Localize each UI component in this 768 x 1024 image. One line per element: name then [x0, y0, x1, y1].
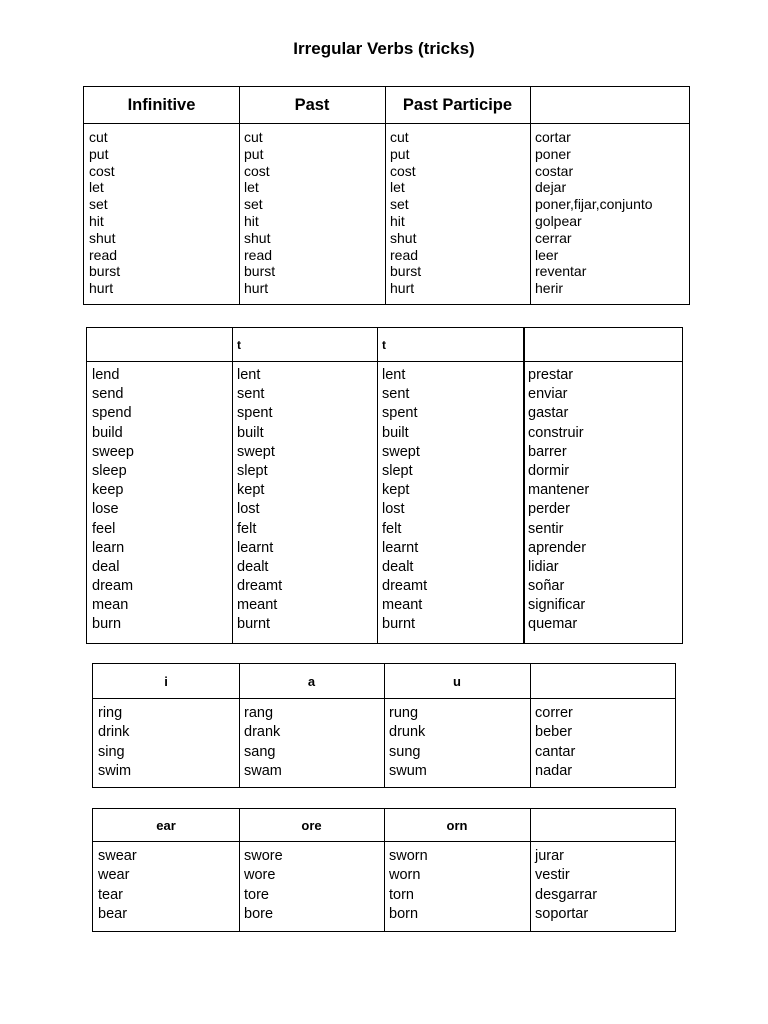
verb-form: set: [89, 196, 108, 213]
verb-form: burst: [89, 263, 121, 280]
verb-form: wore: [244, 867, 276, 884]
verb-form: felt: [237, 520, 257, 537]
verb-form: swore: [244, 848, 283, 864]
verb-form: cost: [89, 162, 115, 179]
column-infinitive: [98, 704, 131, 781]
verb-form: drank: [244, 724, 281, 741]
verb-table-4: [92, 808, 676, 932]
verb-form: quemar: [528, 616, 578, 633]
verb-form: spend: [92, 405, 132, 422]
verb-form: bear: [98, 905, 128, 922]
verb-form: lent: [382, 367, 406, 383]
verb-form: built: [237, 424, 264, 441]
verb-form: swam: [244, 762, 282, 779]
verb-form: sang: [244, 743, 276, 760]
verb-form: prestar: [528, 367, 574, 383]
verb-form: worn: [389, 867, 421, 884]
verb-form: rang: [244, 705, 274, 721]
verb-form: jurar: [535, 848, 565, 864]
verb-form: learnt: [382, 539, 419, 556]
verb-form: dejar: [535, 179, 567, 196]
verb-form: construir: [528, 424, 584, 441]
verb-form: sweep: [92, 443, 134, 460]
header-past-participle: orn: [446, 817, 468, 833]
verb-form: soportar: [535, 905, 589, 922]
verb-form: burn: [92, 616, 122, 633]
header-past: Past: [294, 95, 330, 114]
verb-form: swept: [237, 443, 275, 460]
verb-form: beber: [535, 724, 573, 741]
column-translation: [535, 704, 575, 781]
verb-form: dream: [92, 578, 134, 595]
verb-form: burnt: [237, 616, 271, 633]
verb-form: soñar: [528, 578, 565, 595]
header-past: a: [307, 673, 316, 689]
verb-form: dealt: [237, 558, 269, 575]
verb-form: sent: [237, 386, 265, 403]
verb-form: spent: [237, 405, 273, 422]
verb-form: correr: [535, 705, 573, 721]
header-infinitive: Infinitive: [127, 95, 196, 114]
column-infinitive: [98, 847, 137, 924]
verb-form: felt: [382, 520, 402, 537]
verb-form: sleep: [92, 462, 127, 479]
verb-form: torn: [389, 886, 414, 903]
verb-form: read: [390, 246, 419, 263]
verb-form: cut: [244, 129, 263, 145]
header-past-participle: u: [453, 673, 461, 689]
verb-form: hurt: [390, 280, 415, 297]
verb-form: hit: [390, 212, 405, 229]
verb-form: sworn: [389, 848, 428, 864]
column-past-participle: [390, 129, 421, 297]
verb-form: perder: [528, 501, 570, 518]
verb-form: poner,fijar,conjunto: [535, 196, 653, 213]
verb-form: drunk: [389, 724, 426, 741]
verb-form: keep: [92, 482, 124, 499]
verb-form: put: [244, 145, 264, 162]
verb-form: sing: [98, 743, 125, 760]
verb-form: poner: [535, 145, 571, 162]
header-translation: [530, 664, 676, 698]
verb-form: let: [244, 179, 259, 196]
verb-form: swear: [98, 848, 137, 864]
verb-form: desgarrar: [535, 886, 598, 903]
header-infinitive: [87, 328, 232, 361]
verb-form: send: [92, 386, 124, 403]
verb-form: rung: [389, 705, 419, 721]
column-translation: [535, 129, 653, 297]
verb-form: learn: [92, 539, 125, 556]
column-past: [244, 129, 275, 297]
header-translation: [530, 809, 676, 841]
verb-form: slept: [382, 462, 413, 479]
column-past-participle: [389, 704, 427, 781]
verb-form: lidiar: [528, 558, 559, 575]
verb-form: lost: [237, 501, 260, 518]
verb-form: golpear: [535, 212, 582, 229]
verb-form: kept: [237, 482, 265, 499]
column-divider: [232, 328, 233, 643]
verb-form: swim: [98, 762, 132, 779]
verb-form: lent: [237, 367, 261, 383]
verb-table-3: [92, 663, 676, 788]
verb-form: herir: [535, 280, 564, 297]
verb-form: build: [92, 424, 123, 441]
verb-form: hit: [244, 212, 259, 229]
verb-form: shut: [390, 229, 417, 246]
column-past-participle: [382, 366, 427, 635]
verb-form: cortar: [535, 129, 571, 145]
header-translation: [523, 328, 683, 361]
verb-form: costar: [535, 162, 574, 179]
verb-form: tore: [244, 886, 269, 903]
verb-form: hurt: [89, 280, 114, 297]
verb-form: bore: [244, 905, 274, 922]
column-divider: [377, 328, 378, 643]
page-title: Irregular Verbs (tricks): [293, 39, 475, 58]
verb-form: cut: [89, 129, 108, 145]
verb-form: sentir: [528, 520, 564, 537]
verb-form: mean: [92, 597, 129, 614]
verb-form: aprender: [528, 539, 587, 556]
verb-form: cut: [390, 129, 409, 145]
verb-form: meant: [237, 597, 278, 614]
verb-form: burst: [244, 263, 276, 280]
verb-form: lose: [92, 501, 119, 518]
verb-form: lost: [382, 501, 405, 518]
verb-form: cost: [244, 162, 270, 179]
verb-form: reventar: [535, 263, 587, 280]
verb-form: dealt: [382, 558, 414, 575]
verb-form: vestir: [535, 867, 570, 884]
verb-form: gastar: [528, 405, 569, 422]
verb-form: sung: [389, 743, 421, 760]
verb-form: set: [244, 196, 263, 213]
header-past: t: [237, 337, 241, 352]
verb-form: put: [89, 145, 109, 162]
column-past: [244, 704, 282, 781]
header-past: ore: [301, 817, 322, 833]
verb-form: cost: [390, 162, 416, 179]
column-infinitive: [92, 366, 134, 635]
verb-form: dormir: [528, 462, 570, 479]
verb-form: read: [89, 246, 118, 263]
verb-form: drink: [98, 724, 130, 741]
verb-form: cantar: [535, 743, 576, 760]
verb-form: spent: [382, 405, 418, 422]
verb-form: hurt: [244, 280, 269, 297]
verb-form: deal: [92, 558, 120, 575]
verb-form: let: [89, 179, 104, 196]
column-translation: [535, 847, 597, 924]
verb-form: slept: [237, 462, 268, 479]
verb-form: set: [390, 196, 409, 213]
verb-form: leer: [535, 246, 559, 263]
verb-form: learnt: [237, 539, 274, 556]
verb-form: hit: [89, 212, 104, 229]
verb-form: feel: [92, 520, 116, 537]
header-translation: [530, 87, 690, 123]
column-translation: [528, 366, 589, 635]
verb-form: burnt: [382, 616, 416, 633]
verb-form: dreamt: [382, 578, 428, 595]
verb-form: tear: [98, 886, 123, 903]
column-past-participle: [389, 847, 428, 924]
verb-form: meant: [382, 597, 423, 614]
verb-form: nadar: [535, 762, 573, 779]
verb-form: dreamt: [237, 578, 283, 595]
verb-form: mantener: [528, 482, 590, 499]
header-infinitive: i: [164, 673, 168, 689]
verb-form: enviar: [528, 386, 568, 403]
column-infinitive: [89, 129, 120, 297]
verb-form: significar: [528, 597, 586, 614]
verb-form: swept: [382, 443, 420, 460]
verb-table-2: [86, 327, 683, 644]
verb-form: kept: [382, 482, 410, 499]
verb-form: sent: [382, 386, 410, 403]
header-past-participle: t: [382, 337, 386, 352]
verb-form: ring: [98, 705, 123, 721]
header-past-participle: Past Participe: [402, 95, 513, 114]
verb-form: burst: [390, 263, 422, 280]
verb-form: let: [390, 179, 405, 196]
column-divider: [523, 328, 525, 643]
verb-form: shut: [89, 229, 116, 246]
column-past: [244, 847, 283, 924]
verb-form: barrer: [528, 443, 567, 460]
verb-form: cerrar: [535, 229, 572, 246]
column-past: [237, 366, 282, 635]
header-infinitive: ear: [156, 817, 176, 833]
verb-form: built: [382, 424, 409, 441]
verb-form: wear: [98, 867, 130, 884]
verb-form: read: [244, 246, 273, 263]
verb-form: shut: [244, 229, 271, 246]
verb-form: born: [389, 905, 419, 922]
verb-form: put: [390, 145, 410, 162]
verb-form: lend: [92, 367, 120, 383]
verb-form: swum: [389, 762, 427, 779]
verb-table-1: [83, 86, 690, 305]
